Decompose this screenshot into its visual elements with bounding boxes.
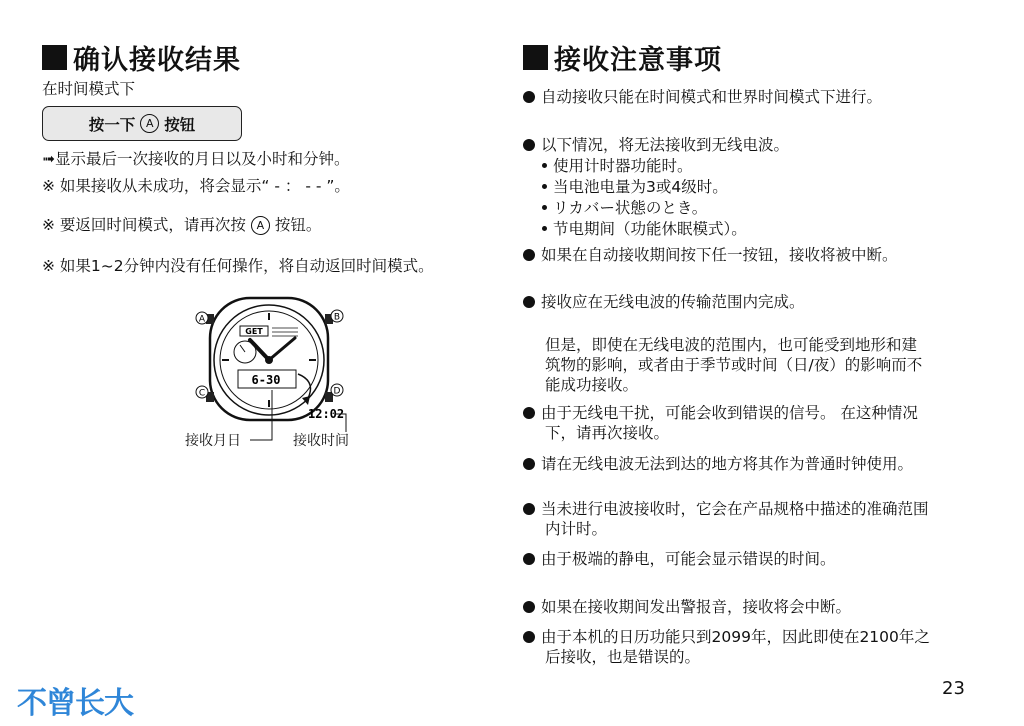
note-item [523,246,898,265]
note-continuation: 能成功接收。 [545,376,639,394]
note-item [523,628,930,647]
bullet-icon [523,139,535,151]
page-number: 23 [942,678,965,699]
dot-icon [542,163,547,168]
bullet-icon [523,296,535,308]
bullet-icon [523,631,535,643]
sub-item-text: 当电池电量为3或4级时。 [553,178,728,196]
label-receive-time: 接收时间 [293,433,349,449]
label-d: D [333,386,341,397]
note-never-received: ※ 如果接收从未成功，将会显示“ - ： - - ”。 [42,177,350,195]
button-a-icon: A [140,114,159,133]
bullet-icon [523,553,535,565]
heading-square-icon [523,45,548,70]
dot-icon [542,205,547,210]
note-item [523,136,789,155]
label-c: C [198,388,206,399]
note-item [523,550,836,569]
logo-watermark: 不曾长大 [17,686,133,721]
note-item [523,88,882,107]
note-continuation: 但是，即使在无线电波的范围内，也可能受到地形和建 [545,336,918,354]
sub-item [542,178,728,197]
press-suffix: 按钮 [164,115,196,134]
note-auto-return: ※ 如果1~2分钟内没有任何操作，将自动返回时间模式。 [42,257,434,275]
sub-item-text: 使用计时器功能时。 [553,157,693,175]
label-b: B [333,312,341,323]
left-heading-text: 确认接收结果 [73,45,241,76]
left-subheading: 在时间模式下 [42,80,136,98]
date-display: 6-30 [251,373,281,387]
sub-item-text: リカバー状態のとき。 [553,199,708,217]
note2-suffix: 按钮。 [274,216,322,234]
note-return-mode [42,216,321,235]
press-prefix: 按一下 [88,115,136,134]
press-a-instruction [42,106,242,141]
label-a: A [198,314,206,325]
get-label: GET [245,327,263,336]
note-text: 如果在自动接收期间按下任一按钮，接收将被中断。 [541,246,898,264]
right-heading-text: 接收注意事项 [554,45,722,76]
note2-prefix: ※ 要返回时间模式，请再次按 [42,216,246,234]
note-text: 由于本机的日历功能只到2099年，因此即使在2100年之 [541,628,930,646]
bullet-icon [523,407,535,419]
bullet-icon [523,249,535,261]
note-text: 当未进行电波接收时，它会在产品规格中描述的准确范围 [541,500,929,518]
note-text: 接收应在无线电波的传输范围内完成。 [541,293,805,311]
sub-item [542,199,707,218]
bullet-icon [523,503,535,515]
bullet-icon [523,601,535,613]
result-description: ➟显示最后一次接收的月日以及小时和分钟。 [42,150,350,168]
watch-illustration [190,290,365,455]
right-heading [523,38,722,77]
note-text: 自动接收只能在时间模式和世界时间模式下进行。 [541,88,883,106]
note-text: 以下情况，将无法接收到无线电波。 [541,136,790,154]
dot-icon [542,184,547,189]
note-continuation: 下，请再次接收。 [545,424,670,442]
label-receive-date: 接收月日 [185,433,241,449]
note-item [523,500,929,519]
left-heading [42,38,241,77]
time-display: 12:02 [308,407,345,421]
note-item [523,404,918,423]
note-text: 由于极端的静电，可能会显示错误的时间。 [541,550,836,568]
note-continuation: 筑物的影响，或者由于季节或时间（日/夜）的影响而不 [545,356,923,374]
note-text: 由于无线电干扰，可能会收到错误的信号。 在这种情况 [541,404,918,422]
dot-icon [542,226,547,231]
note-text: 如果在接收期间发出警报音，接收将会中断。 [541,598,852,616]
bullet-icon [523,458,535,470]
sub-item-text: 节电期间（功能休眠模式）。 [553,220,747,238]
note-item [523,293,805,312]
heading-square-icon [42,45,67,70]
button-a-icon: A [251,216,270,235]
sub-item [542,220,747,239]
note-item [523,598,851,617]
note-continuation: 后接收，也是错误的。 [545,648,701,666]
note-text: 请在无线电波无法到达的地方将其作为普通时钟使用。 [541,455,914,473]
sub-item [542,157,693,176]
note-continuation: 内计时。 [545,520,608,538]
note-item [523,455,913,474]
bullet-icon [523,91,535,103]
